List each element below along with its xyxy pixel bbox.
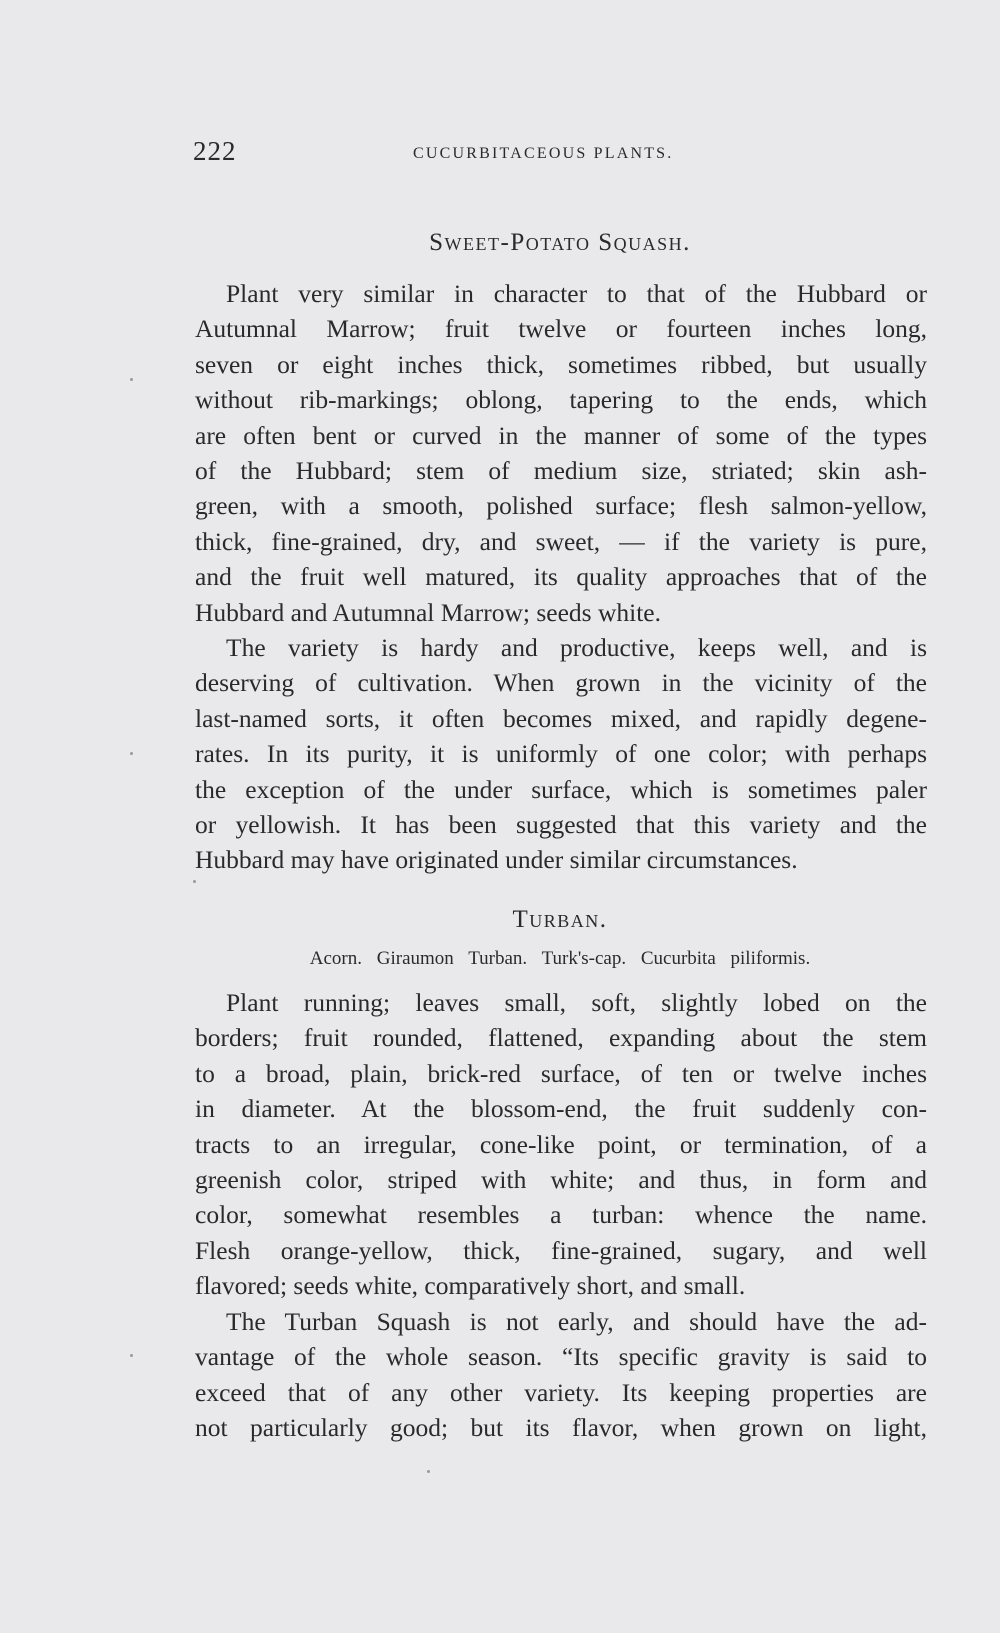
- text-line: Hubbard may have originated under similar circumstances.: [195, 845, 798, 875]
- text-line: vantage of the whole season. “Its specific gravity is said to: [195, 1342, 927, 1372]
- text-line: deserving of cultivation. When grown in the vicinity of the: [195, 668, 927, 698]
- text-line: are often bent or curved in the manner of some of the types: [195, 420, 927, 450]
- running-head: [193, 136, 927, 176]
- paragraph-turban-description: [195, 985, 927, 1304]
- running-title: CUCURBITACEOUS PLANTS.: [413, 145, 674, 162]
- section-heading-turban: Turban.: [512, 906, 608, 933]
- text-line: The variety is hardy and productive, keeps well, and is: [226, 633, 927, 662]
- text-line: flavored; seeds white, comparatively short, and small.: [195, 1271, 746, 1301]
- text-line: of the Hubbard; stem of medium size, striated; skin ash-: [195, 455, 927, 485]
- text-line: to a broad, plain, brick-red surface, of ten or twelve inches: [195, 1058, 927, 1088]
- text-line: not particularly good; but its flavor, when grown on light,: [195, 1413, 927, 1443]
- text-line: tracts to an irregular, cone-like point, or termination, of a: [195, 1129, 927, 1159]
- text-line: Hubbard and Autumnal Marrow; seeds white.: [195, 597, 661, 627]
- paper-speck: [130, 378, 133, 381]
- text-line: color, somewhat resembles a turban: whence the name.: [195, 1200, 927, 1230]
- synonyms-line: Acorn. Giraumon Turban. Turk's-cap. Cucurbita piliformis.: [309, 948, 811, 969]
- text-line: without rib-markings; oblong, tapering to the ends, which: [195, 385, 927, 415]
- text-line: Plant very similar in character to that of the Hubbard or: [226, 279, 927, 308]
- text-line: and the fruit well matured, its quality approaches that of the: [195, 562, 927, 592]
- paper-speck: [427, 1470, 430, 1473]
- text-line: last-named sorts, it often becomes mixed, and rapidly degene-: [195, 703, 927, 733]
- text-line: green, with a smooth, polished surface; flesh salmon-yellow,: [195, 491, 927, 521]
- text-line: the exception of the under surface, which is sometimes paler: [195, 774, 927, 804]
- paper-speck: [130, 1354, 133, 1357]
- text-line: The Turban Squash is not early, and should have the ad-: [226, 1307, 927, 1336]
- text-line: seven or eight inches thick, sometimes ribbed, but usually: [195, 349, 927, 379]
- text-line: rates. In its purity, it is uniformly of one color; with perhaps: [195, 739, 927, 769]
- text-line: Autumnal Marrow; fruit twelve or fourteen inches long,: [195, 314, 927, 344]
- text-line: borders; fruit rounded, flattened, expanding about the stem: [195, 1023, 927, 1053]
- text-line: Plant running; leaves small, soft, slightly lobed on the: [226, 988, 927, 1017]
- text-line: greenish color, striped with white; and thus, in form and: [195, 1164, 927, 1194]
- paper-speck: [193, 880, 196, 883]
- text-line: exceed that of any other variety. Its keeping properties are: [195, 1377, 927, 1407]
- section-heading-sweet-potato-squash: Sweet-Potato Squash.: [429, 229, 691, 256]
- text-line: Flesh orange-yellow, thick, fine-grained, sugary, and well: [195, 1235, 927, 1265]
- text-line: or yellowish. It has been suggested that this variety and the: [195, 809, 927, 839]
- paragraph-turban-season: [195, 1304, 927, 1446]
- paragraph-sweet-potato-cultivation: [195, 630, 927, 878]
- paper-speck: [130, 752, 133, 755]
- text-line: thick, fine-grained, dry, and sweet, — if the variety is pure,: [195, 526, 927, 556]
- paragraph-sweet-potato-description: [195, 276, 927, 630]
- text-line: in diameter. At the blossom-end, the fruit suddenly con-: [195, 1094, 927, 1124]
- page-number: 222: [193, 136, 237, 166]
